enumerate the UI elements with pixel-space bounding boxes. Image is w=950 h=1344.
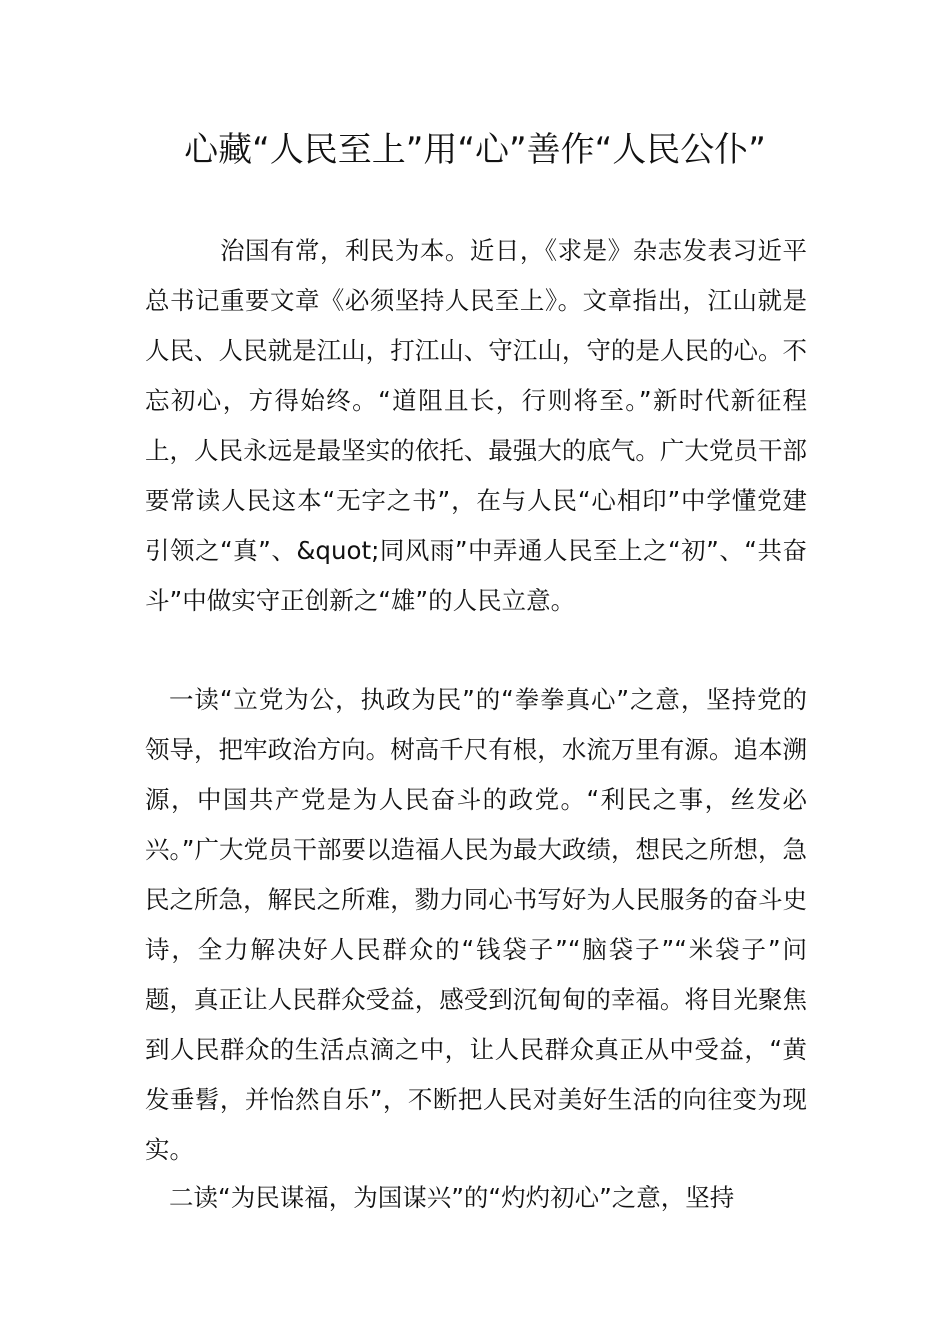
paragraph-2: 一读“立党为公，执政为民”的“拳拳真心”之意，坚持党的领导，把牢政治方向。树高千尺有根，水流万里有源。追本溯源，中国共产党是为人民奋斗的政党。“利民之事，丝发必兴。”广大党员干部要以造福人民为最大政绩，想民之所想，急民之所急，解民之所难，勠力同心书写好为人民服务的奋斗史诗，全力解决好人民群众的“钱袋子”“脑袋子”“米袋子”问题，真正让人民群众受益，感受到沉甸甸的幸福。将目光聚焦到人民群众的生活点滴之中，让人民群众真正从中受益，“黄发垂髫，并怡然自乐”，不断把人民对美好生活的向往变为现实。: [145, 685, 807, 1164]
document-title: 心藏“人民至上”用“心”善作“人民公仆”: [184, 130, 766, 170]
paragraph-1: 治国有常，利民为本。近日，《求是》杂志发表习近平总书记重要文章《必须坚持人民至上》。文章指出，江山就是人民、人民就是江山，打江山、守江山，守的是人民的心。不忘初心，方得始终。“道阻且长，行则将至。”新时代新征程上，人民永远是最坚实的依托、最强大的底气。广大党员干部要常读人民这本“无字之书”，在与人民“心相印”中学懂党建引领之“真”、&quot;同风雨”中弄通人民至上之“初”、“共奋斗”中做实守正创新之“雄”的人民立意。: [145, 236, 807, 615]
paragraph-3: 二读“为民谋福，为国谋兴”的“灼灼初心”之意，坚持: [169, 1183, 735, 1212]
